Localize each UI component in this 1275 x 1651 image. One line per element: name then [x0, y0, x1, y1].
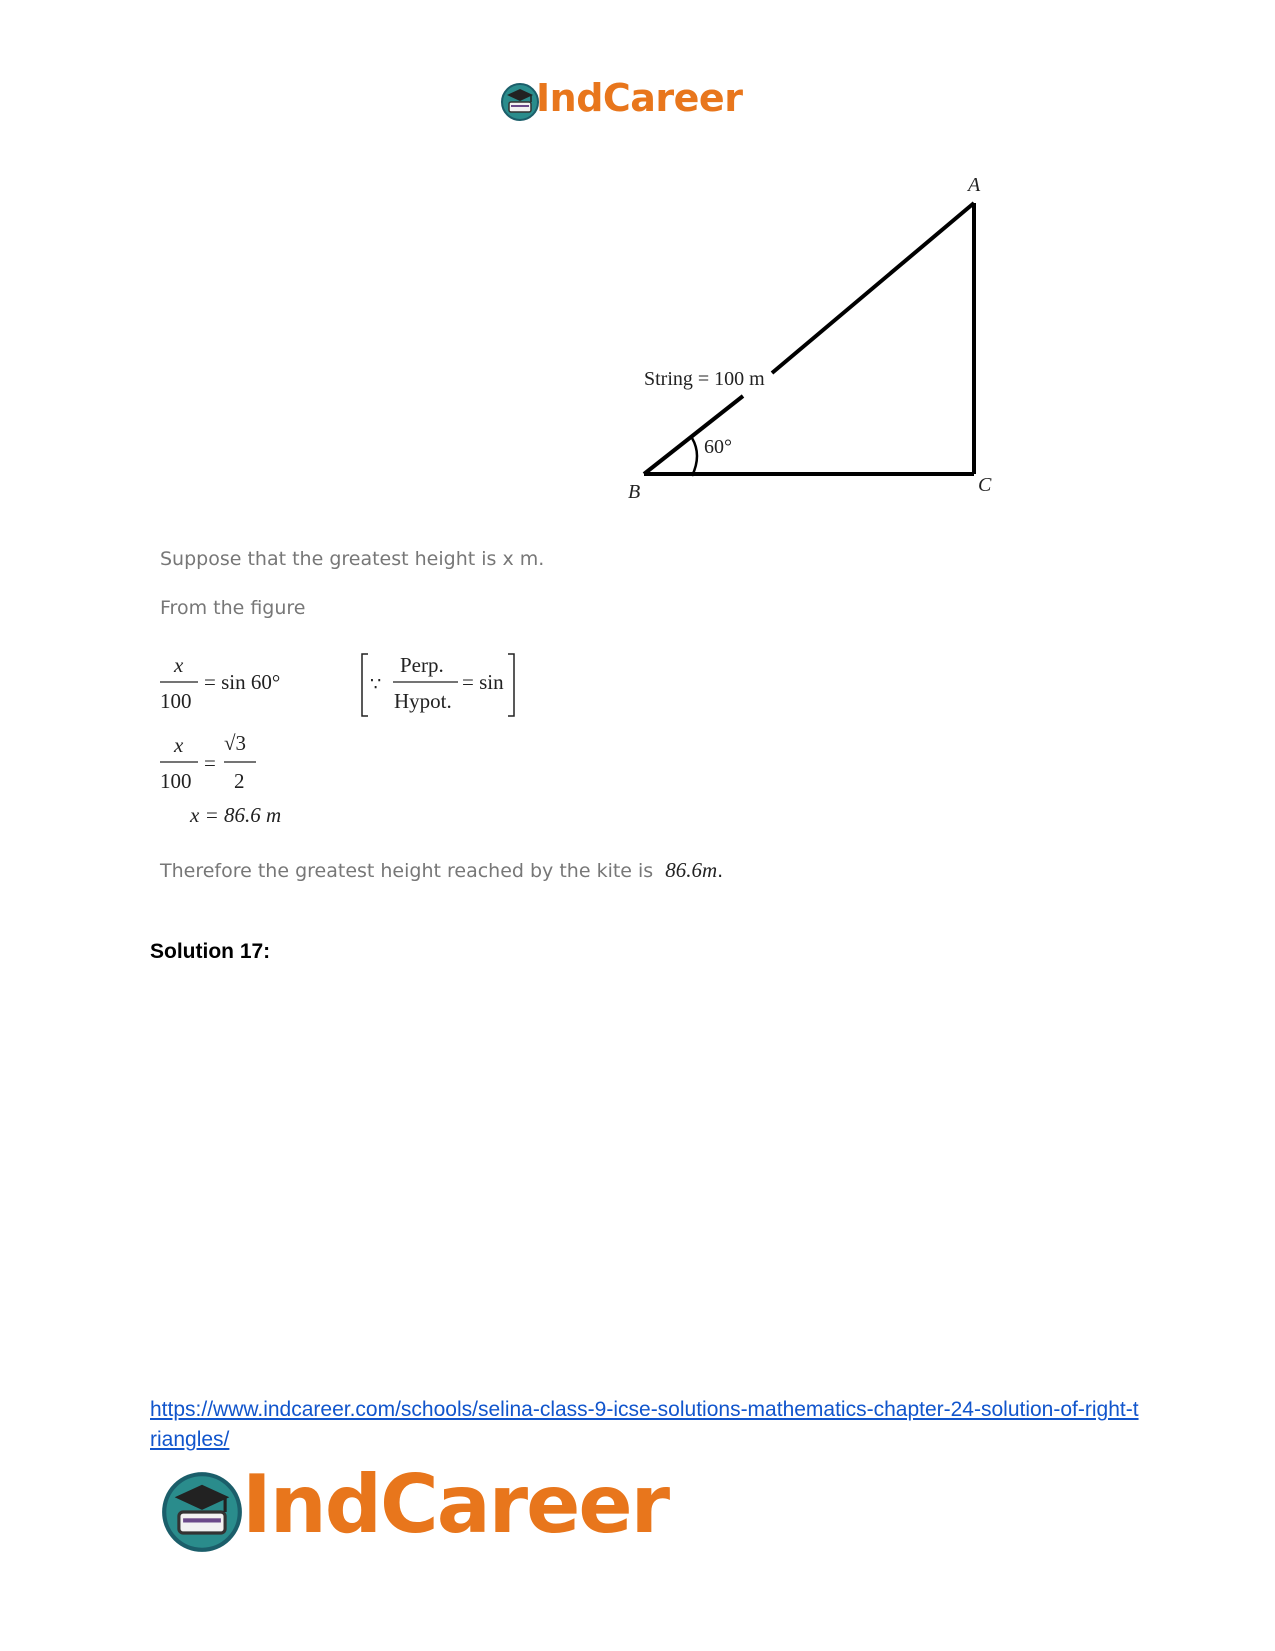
equation-block — [160, 650, 560, 840]
eq2-rhs-denominator: 2 — [234, 769, 245, 793]
reason-denominator: Hypot. — [394, 689, 452, 713]
eq1-rhs: = sin 60° — [204, 670, 281, 694]
header-logo — [500, 78, 770, 130]
graduation-book-icon — [500, 82, 540, 122]
conclusion-text: Therefore the greatest height reached by the kite is 86.6m. — [160, 858, 724, 882]
eq2-lhs-denominator: 100 — [160, 769, 192, 793]
footer-logo — [160, 1458, 700, 1562]
eq1-lhs-numerator: x — [174, 653, 184, 677]
assumption-text: Suppose that the greatest height is x m. — [160, 548, 545, 570]
angle-arc — [692, 438, 697, 476]
because-symbol: ∵ — [370, 674, 382, 695]
from-figure-text: From the figure — [160, 597, 306, 619]
angle-label: 60° — [704, 436, 732, 458]
logo-wordmark: IndCareer — [242, 1458, 669, 1551]
graduation-book-icon — [160, 1470, 244, 1554]
vertex-a-label: A — [968, 174, 981, 196]
side-ab-lower — [644, 396, 743, 474]
reason-numerator: Perp. — [400, 653, 444, 677]
side-ab-upper — [772, 203, 974, 373]
eq3-result: x = 86.6 m — [190, 803, 282, 827]
eq2-lhs-numerator: x — [174, 733, 184, 757]
solution-heading: Solution 17: — [150, 940, 271, 963]
vertex-c-label: C — [978, 474, 992, 496]
eq2-rhs-numerator: √3 — [224, 731, 247, 755]
conclusion-value: 86.6m — [665, 858, 718, 882]
svg-text:=: = — [204, 751, 216, 775]
logo-wordmark: IndCareer — [536, 76, 743, 120]
source-link[interactable]: https://www.indcareer.com/schools/selina-class-9-icse-solutions-mathematics-chapter-24-solution-of-right-triangles/ — [150, 1398, 1139, 1451]
vertex-b-label: B — [628, 481, 641, 503]
string-length-label: String = 100 m — [644, 368, 765, 390]
conclusion-sentence: Therefore the greatest height reached by the kite is — [160, 860, 654, 882]
reason-rhs: = sin — [462, 670, 504, 694]
kite-triangle-diagram — [628, 174, 1060, 535]
eq1-lhs-denominator: 100 — [160, 689, 192, 713]
